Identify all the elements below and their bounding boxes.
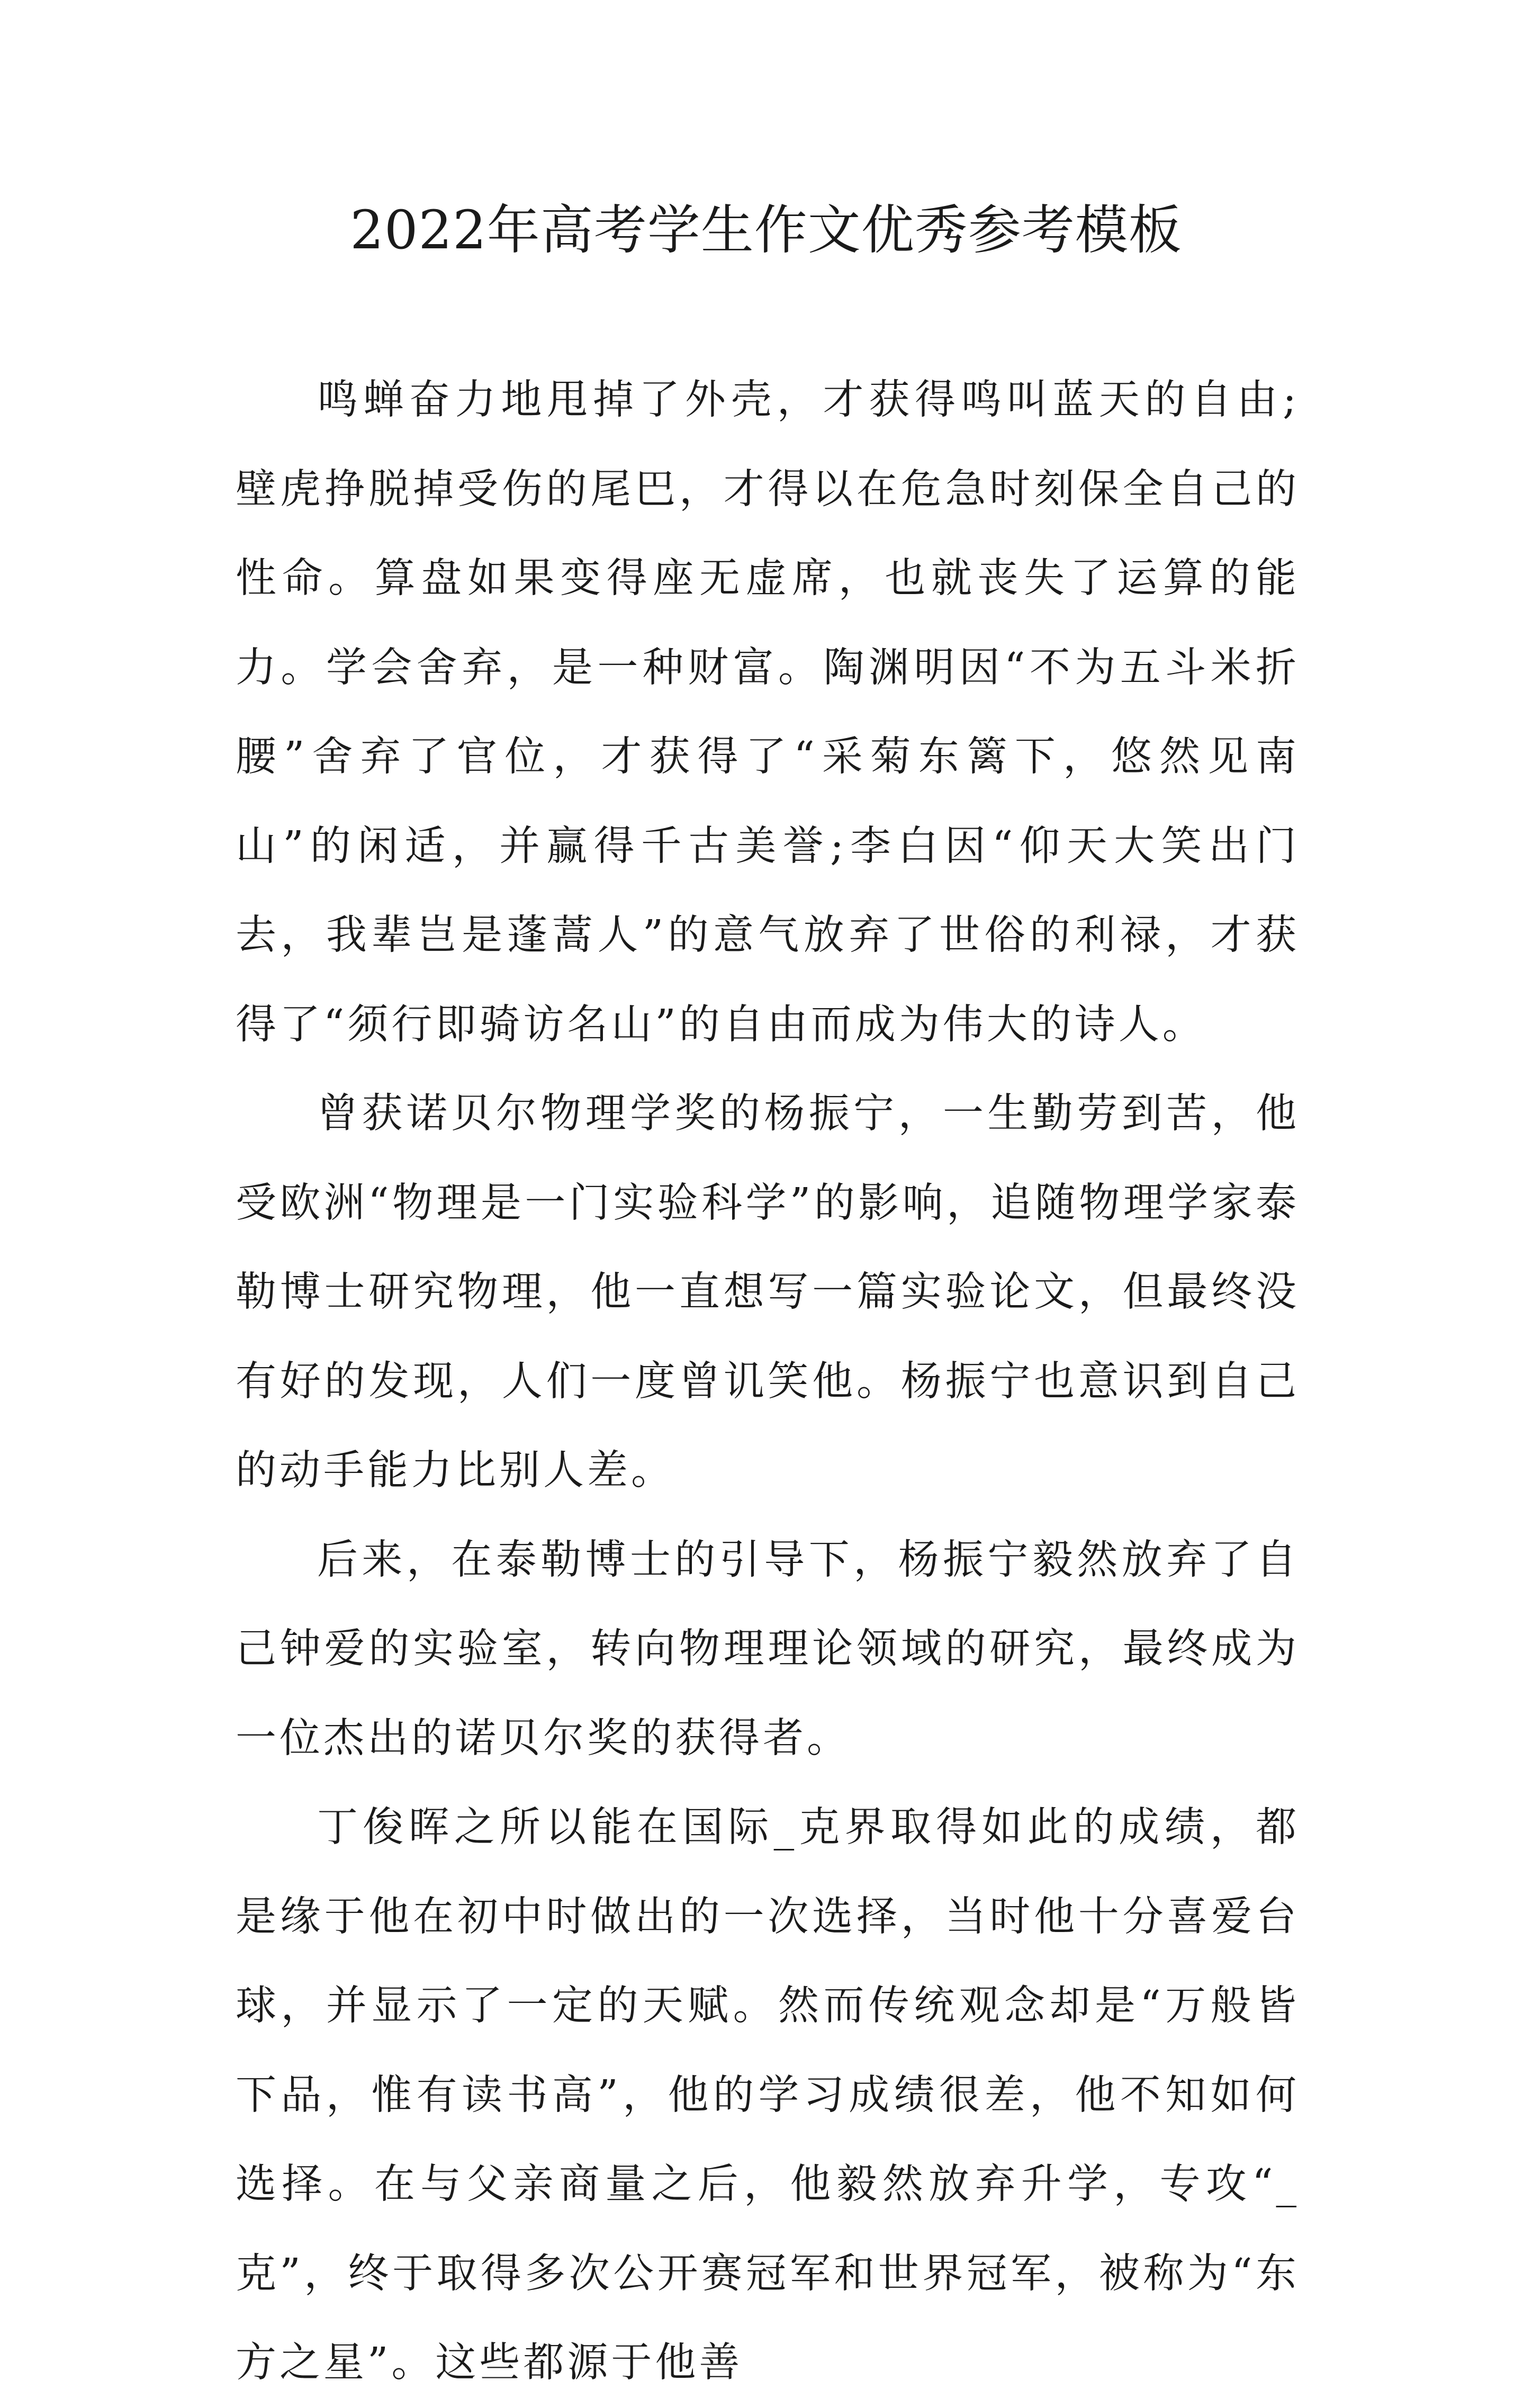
- document-title: 2022年高考学生作文优秀参考模板: [350, 199, 1182, 261]
- paragraph-3: 后来，在泰勒博士的引导下，杨振宁毅然放弃了自己钟爱的实验室，转向物理理论领域的研究，最终成为一位杰出的诺贝尔奖的获得者。: [236, 1536, 1300, 1762]
- document-body: [236, 356, 1300, 2408]
- paragraph-1: 鸣蝉奋力地甩掉了外壳，才获得鸣叫蓝天的自由;壁虎挣脱掉受伤的尾巴，才得以在危急时刻保全自己的性命。算盘如果变得座无虚席，也就丧失了运算的能力。学会舍弃，是一种财富。陶渊明因“不为五斗米折腰”舍弃了官位，才获得了“采菊东篱下，悠然见南山”的闲适，并赢得千古美誉;李白因“仰天大笑出门去，我辈岂是蓬蒿人”的意气放弃了世俗的利禄，才获得了“须行即骑访名山”的自由而成为伟大的诗人。: [236, 376, 1300, 1048]
- paragraph-2: 曾获诺贝尔物理学奖的杨振宁，一生勤劳到苦，他受欧洲“物理是一门实验科学”的影响，追随物理学家泰勒博士研究物理，他一直想写一篇实验论文，但最终没有好的发现，人们一度曾讥笑他。杨振宁也意识到自己的动手能力比别人差。: [236, 1090, 1300, 1494]
- paragraph-4: 丁俊晖之所以能在国际_克界取得如此的成绩，都是缘于他在初中时做出的一次选择，当时他十分喜爱台球，并显示了一定的天赋。然而传统观念却是“万般皆下品，惟有读书高”，他的学习成绩很差，他不知如何选择。在与父亲商量之后，他毅然放弃升学，专攻“_克”，终于取得多次公开赛冠军和世界冠军，被称为“东方之星”。这些都源于他善: [236, 1804, 1300, 2386]
